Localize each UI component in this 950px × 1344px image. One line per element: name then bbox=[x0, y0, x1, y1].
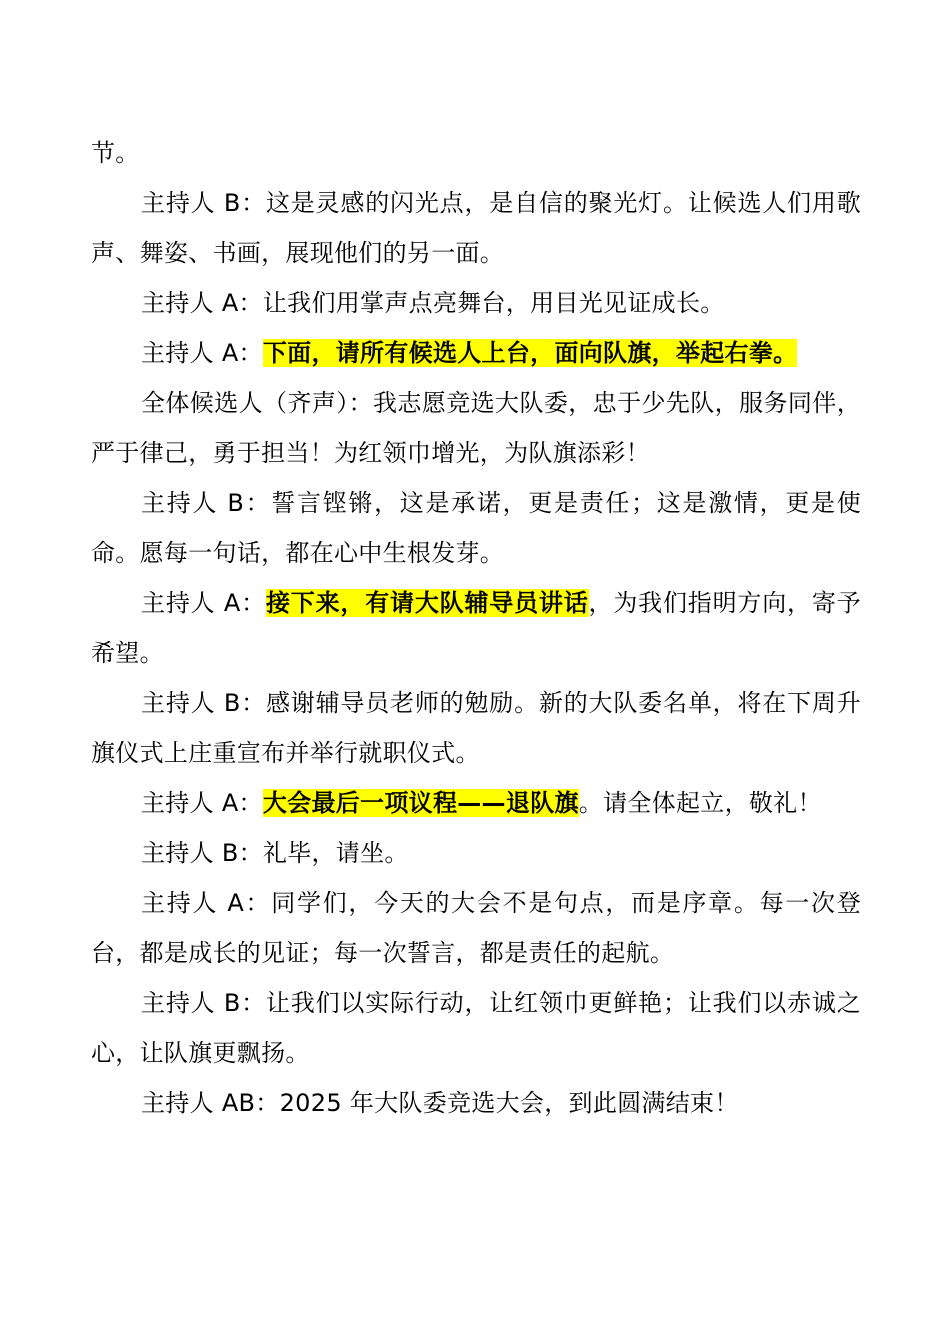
text-run: 。请全体起立，敬礼！ bbox=[578, 789, 822, 817]
paragraph bbox=[91, 978, 861, 1078]
paragraph bbox=[91, 128, 861, 178]
highlighted-text: 大会最后一项议程——退队旗 bbox=[262, 789, 579, 817]
paragraph bbox=[91, 378, 861, 478]
text-run: 主持人 B：这是灵感的闪光点，是自信的聚光灯。让候选人们用歌声、舞姿、书画，展现他们的另一面。 bbox=[91, 189, 861, 267]
text-run: 主持人 B：誓言铿锵，这是承诺，更是责任；这是激情，更是使命。愿每一句话，都在心中生根发芽。 bbox=[91, 489, 861, 567]
text-run: 主持人 B：让我们以实际行动，让红领巾更鲜艳；让我们以赤诚之心，让队旗更飘扬。 bbox=[91, 989, 861, 1067]
paragraph bbox=[91, 278, 861, 328]
text-run: 主持人 A： bbox=[141, 339, 263, 367]
paragraph bbox=[91, 878, 861, 978]
paragraph bbox=[91, 1078, 861, 1128]
text-run: 主持人 A： bbox=[141, 589, 266, 617]
text-run: 主持人 A：同学们，今天的大会不是句点，而是序章。每一次登台，都是成长的见证；每一次誓言，都是责任的起航。 bbox=[91, 889, 861, 967]
paragraph bbox=[91, 478, 861, 578]
paragraph bbox=[91, 578, 861, 678]
text-run: 主持人 A： bbox=[141, 789, 263, 817]
paragraph bbox=[91, 778, 861, 828]
text-run: 全体候选人（齐声）：我志愿竞选大队委，忠于少先队，服务同伴，严于律己，勇于担当！为红领巾增光，为队旗添彩！ bbox=[91, 389, 861, 467]
document-page bbox=[91, 128, 861, 1128]
paragraph bbox=[91, 178, 861, 278]
highlighted-text: 接下来，有请大队辅导员讲话 bbox=[265, 589, 589, 617]
paragraph bbox=[91, 678, 861, 778]
text-run: 主持人 B：礼毕，请坐。 bbox=[141, 839, 409, 867]
text-run: ，为我们指明方向，寄予希望。 bbox=[91, 589, 861, 667]
text-run: 主持人 AB：2025 年大队委竞选大会，到此圆满结束！ bbox=[141, 1089, 739, 1117]
highlighted-text: 下面，请所有候选人上台，面向队旗，举起右拳。 bbox=[262, 339, 798, 367]
paragraph bbox=[91, 328, 861, 378]
text-run: 主持人 A：让我们用掌声点亮舞台，用目光见证成长。 bbox=[141, 289, 725, 317]
paragraph bbox=[91, 828, 861, 878]
text-run: 节。 bbox=[91, 139, 140, 167]
text-run: 主持人 B：感谢辅导员老师的勉励。新的大队委名单，将在下周升旗仪式上庄重宣布并举行就职仪式。 bbox=[91, 689, 861, 767]
